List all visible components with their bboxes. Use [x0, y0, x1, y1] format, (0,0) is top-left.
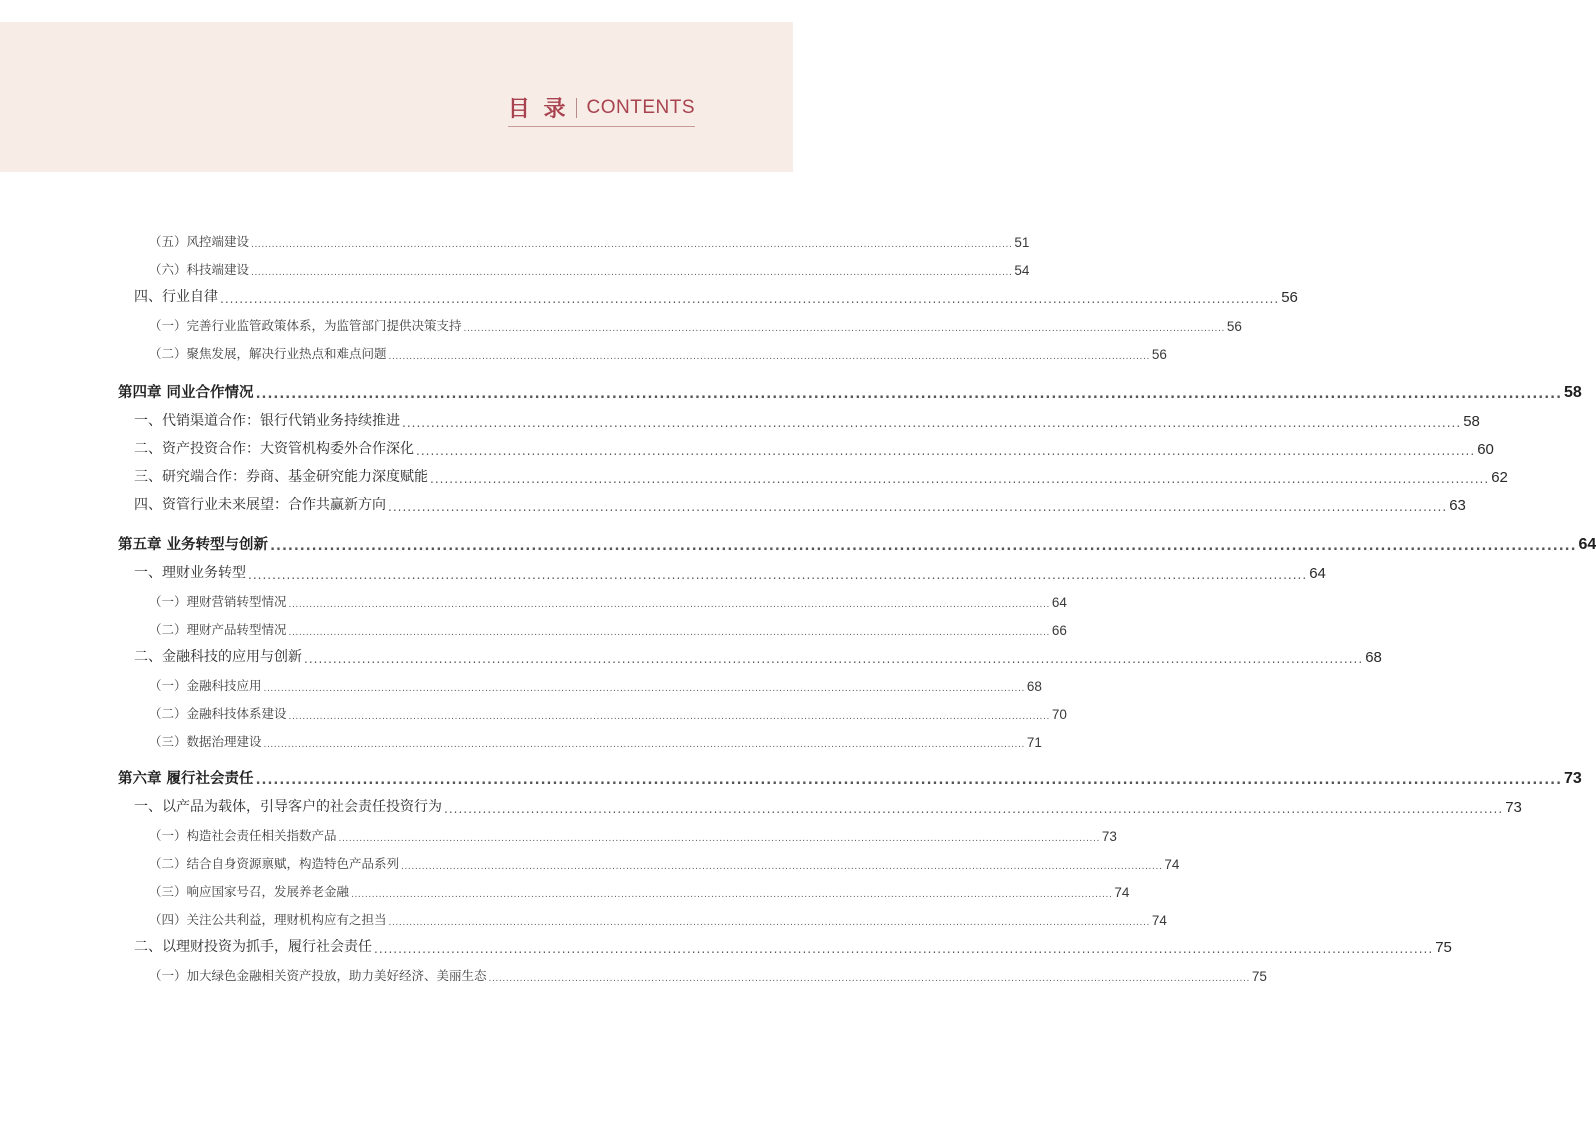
- toc-entry-section[interactable]: [134, 934, 1452, 956]
- toc-entry-section[interactable]: [134, 492, 1466, 514]
- toc-page-number: 58: [1564, 384, 1582, 401]
- dot-leader: ............................................................................................................................................................................................................................: [388, 500, 1448, 514]
- dot-leader: ............................................................................................................................................................................................................................: [402, 416, 1462, 430]
- toc-entry-sub[interactable]: [149, 822, 1117, 844]
- dot-leader: ............................................................................................................................................................................................................................: [338, 834, 1100, 844]
- toc-entry-sub[interactable]: [149, 228, 1030, 250]
- toc-entry-title: （三）数据治理建设: [149, 734, 262, 749]
- toc-entry-sub[interactable]: [149, 700, 1067, 722]
- dot-leader: ............................................................................................................................................................................................................................: [388, 918, 1150, 928]
- dot-leader: ............................................................................................................................................................................................................................: [304, 652, 1364, 666]
- toc-page-number: 56: [1281, 289, 1298, 306]
- dot-leader: ............................................................................................................................................................................................................................: [288, 628, 1050, 638]
- toc-entry-chapter[interactable]: [118, 380, 1582, 402]
- toc-page-number: 64: [1309, 565, 1326, 582]
- toc-entry-chapter[interactable]: [118, 766, 1582, 788]
- toc-entry-title: 一、代销渠道合作：银行代销业务持续推进: [134, 413, 400, 429]
- dot-leader: ............................................................................................................................................................................................................................: [220, 292, 1280, 306]
- toc-entry-title: 二、以理财投资为抓手，履行社会责任: [134, 939, 372, 955]
- title-en: CONTENTS: [586, 96, 695, 118]
- toc-page-number: 64: [1051, 595, 1067, 610]
- toc-entry-chapter[interactable]: [118, 532, 1596, 554]
- toc-page-number: 70: [1051, 707, 1067, 722]
- toc-page-number: 58: [1463, 413, 1480, 430]
- toc-entry-title: （二）金融科技体系建设: [149, 706, 287, 721]
- dot-leader: ............................................................................................................................................................................................................................: [488, 974, 1250, 984]
- dot-leader: ............................................................................................................................................................................................................................: [251, 268, 1013, 278]
- toc-page-number: 60: [1477, 441, 1494, 458]
- toc-entry-title: 四、行业自律: [134, 289, 218, 305]
- toc-entry-title: （一）加大绿色金融相关资产投放，助力美好经济、美丽生态: [149, 968, 487, 983]
- toc-entry-section[interactable]: [134, 644, 1382, 666]
- toc-entry-section[interactable]: [134, 408, 1480, 430]
- toc-page-number: 75: [1251, 969, 1267, 984]
- dot-leader: ............................................................................................................................................................................................................................: [463, 324, 1225, 334]
- toc-entry-sub[interactable]: [149, 878, 1130, 900]
- toc-page-number: 66: [1051, 623, 1067, 638]
- toc-page-number: 64: [1578, 536, 1596, 553]
- toc-page-number: 54: [1014, 263, 1030, 278]
- toc-entry-title: （一）理财营销转型情况: [149, 594, 287, 609]
- dot-leader: ............................................................................................................................................................................................................................: [388, 352, 1150, 362]
- dot-leader: ............................................................................................................................................................................................................................: [288, 712, 1050, 722]
- toc-page-number: 73: [1101, 829, 1117, 844]
- dot-leader: ............................................................................................................................................................................................................................: [288, 600, 1050, 610]
- toc-entry-title: （四）关注公共利益，理财机构应有之担当: [149, 912, 387, 927]
- toc-page-number: 73: [1505, 799, 1522, 816]
- toc-entry-title: （二）结合自身资源禀赋，构造特色产品系列: [149, 856, 400, 871]
- dot-leader: ............................................................................................................................................................................................................................: [255, 387, 1563, 402]
- toc-entry-section[interactable]: [134, 436, 1494, 458]
- toc-entry-section[interactable]: [134, 794, 1522, 816]
- dot-leader: ............................................................................................................................................................................................................................: [430, 472, 1490, 486]
- toc-entry-title: （三）响应国家号召，发展养老金融: [149, 884, 350, 899]
- dot-leader: ............................................................................................................................................................................................................................: [351, 890, 1113, 900]
- toc-entry-sub[interactable]: [149, 616, 1067, 638]
- dot-leader: ............................................................................................................................................................................................................................: [401, 862, 1163, 872]
- toc-entry-section[interactable]: [134, 464, 1508, 486]
- dot-leader: ............................................................................................................................................................................................................................: [270, 539, 1577, 554]
- toc-entry-title: 四、资管行业未来展望：合作共赢新方向: [134, 497, 386, 513]
- toc-entry-title: 二、金融科技的应用与创新: [134, 649, 302, 665]
- toc-entry-title: 第五章 业务转型与创新: [118, 537, 269, 553]
- toc-entry-sub[interactable]: [149, 672, 1042, 694]
- toc-entry-title: （六）科技端建设: [149, 262, 250, 277]
- dot-leader: ............................................................................................................................................................................................................................: [263, 740, 1025, 750]
- toc-page-number: 63: [1449, 497, 1466, 514]
- title-cn: 目 录: [507, 97, 569, 122]
- toc-page-number: 74: [1151, 913, 1167, 928]
- toc-entry-sub[interactable]: [149, 312, 1242, 334]
- toc-page-number: 56: [1226, 319, 1242, 334]
- toc-page-number: 68: [1026, 679, 1042, 694]
- toc-entry-title: 第六章 履行社会责任: [118, 771, 254, 787]
- toc-entry-sub[interactable]: [149, 256, 1030, 278]
- toc-page-number: 73: [1564, 770, 1582, 787]
- dot-leader: ............................................................................................................................................................................................................................: [255, 773, 1563, 788]
- dot-leader: ............................................................................................................................................................................................................................: [416, 444, 1476, 458]
- toc-entry-sub[interactable]: [149, 962, 1267, 984]
- toc-page-number: 56: [1151, 347, 1167, 362]
- toc-page-number: 74: [1164, 857, 1180, 872]
- toc-entry-title: 一、理财业务转型: [134, 565, 246, 581]
- toc-entry-sub[interactable]: [149, 588, 1067, 610]
- toc-entry-section[interactable]: [134, 284, 1298, 306]
- dot-leader: ............................................................................................................................................................................................................................: [444, 802, 1504, 816]
- toc-entry-sub[interactable]: [149, 850, 1180, 872]
- toc-page-number: 71: [1026, 735, 1042, 750]
- toc-entry-title: （一）完善行业监管政策体系，为监管部门提供决策支持: [149, 318, 462, 333]
- toc-entry-sub[interactable]: [149, 340, 1167, 362]
- toc-entry-sub[interactable]: [149, 728, 1042, 750]
- toc-page-number: 75: [1435, 939, 1452, 956]
- toc-entry-title: （二）理财产品转型情况: [149, 622, 287, 637]
- toc-entry-title: 二、资产投资合作：大资管机构委外合作深化: [134, 441, 414, 457]
- toc-entry-title: 三、研究端合作：券商、基金研究能力深度赋能: [134, 469, 428, 485]
- toc-entry-title: （二）聚焦发展，解决行业热点和难点问题: [149, 346, 387, 361]
- toc-entry-title: 一、以产品为载体，引导客户的社会责任投资行为: [134, 799, 442, 815]
- toc-page-number: 51: [1014, 235, 1030, 250]
- toc-entry-title: （一）构造社会责任相关指数产品: [149, 828, 337, 843]
- dot-leader: ............................................................................................................................................................................................................................: [248, 568, 1308, 582]
- toc-entry-title: （一）金融科技应用: [149, 678, 262, 693]
- dot-leader: ............................................................................................................................................................................................................................: [251, 240, 1013, 250]
- toc-entry-sub[interactable]: [149, 906, 1167, 928]
- toc-page-number: 74: [1114, 885, 1130, 900]
- dot-leader: ............................................................................................................................................................................................................................: [374, 942, 1434, 956]
- dot-leader: ............................................................................................................................................................................................................................: [263, 684, 1025, 694]
- toc-entry-title: （五）风控端建设: [149, 234, 250, 249]
- toc-page-number: 68: [1365, 649, 1382, 666]
- toc-entry-title: 第四章 同业合作情况: [118, 385, 254, 401]
- toc-entry-section[interactable]: [134, 560, 1326, 582]
- toc-page-number: 62: [1491, 469, 1508, 486]
